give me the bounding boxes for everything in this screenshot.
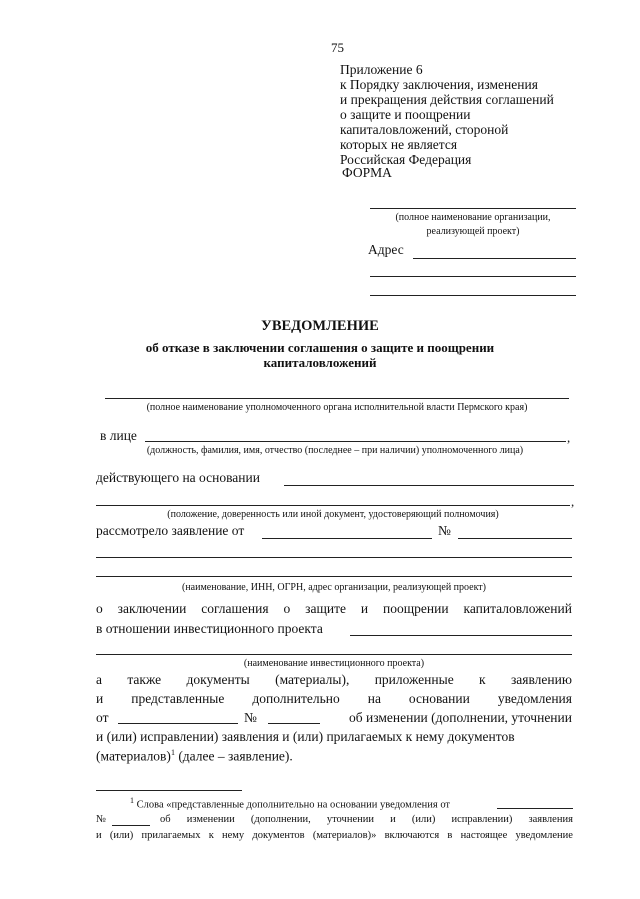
date-line [262,538,432,539]
word: и [96,830,102,841]
word: (или) [109,830,134,841]
word: об [160,814,171,825]
reviewed-label: рассмотрело заявление от [96,523,245,538]
word: соглашения [201,601,269,616]
word: прилагаемых [141,830,201,841]
form-label: ФОРМА [342,165,392,180]
project-hint: (наименование инвестиционного проекта) [243,658,425,669]
address-line [413,258,576,259]
basis-hint: (положение, доверенность или иной документ, удостоверяющий полномочия) [167,509,499,520]
appendix-header [340,62,554,167]
word: основании [408,691,470,706]
word: о [283,601,291,616]
footnote-line [160,814,573,825]
footnote-number-line [112,825,150,826]
word: о [96,601,103,616]
word: представленные [131,691,225,706]
footnote-separator [96,790,242,791]
notice-number-line [268,723,320,724]
org-name-line [370,208,576,209]
word: и [390,814,396,825]
word: включаются [384,830,440,841]
word: (или) [411,814,436,825]
word: настоящее [460,830,508,841]
address-line [370,276,576,277]
footnote-line [96,830,573,841]
number-line [458,538,572,539]
word: и [96,691,104,706]
word: к [208,830,214,841]
footnote-number-sign: № [96,814,107,825]
comma: , [567,430,571,445]
word: на [367,691,381,706]
also-documents-line [96,672,572,688]
word: исправлении) [451,814,513,825]
person-hint: (должность, фамилия, имя, отчество (последнее – при наличии) уполномоченного лица) [146,445,524,456]
notice-date-line [118,723,238,724]
acting-label: действующего на основании [96,470,260,485]
document-subtitle: капиталовложений [263,355,377,370]
in-person-label: в лице [100,428,137,443]
footnote-text: Слова «представленные дополнительно на основании уведомления от [136,799,451,811]
materials-tail: (далее – заявление). [174,748,293,764]
person-line [145,441,566,442]
word: в [447,830,453,841]
basis-line [96,505,570,506]
number-sign: № [244,710,257,725]
org-details-line [96,557,572,558]
address-label: Адрес [368,242,404,257]
number-sign: № [438,523,451,538]
appendix-line: Российская Федерация [340,152,472,167]
word: (материалов)» [312,830,377,841]
word: приложенные [374,672,454,687]
additional-line [96,691,572,707]
authority-hint: (полное наименование уполномоченного органа исполнительной власти Пермского края) [146,402,528,413]
word: уведомления [497,691,572,706]
word: дополнительно [252,691,340,706]
word: поощрении [383,601,449,616]
footnote-mark: 1 [130,796,134,805]
basis-line [284,485,574,486]
footnote-line [130,796,450,811]
word: к [479,672,486,687]
word: и [360,601,369,616]
project-line [96,654,572,655]
conclusion-line [96,601,572,617]
appendix-line: к Порядку заключения, изменения [340,77,538,92]
footnote-reference: 1 [170,748,175,757]
word: капиталовложений [463,601,572,616]
appendix-line: Приложение 6 [340,62,423,77]
appendix-line: которых не является [340,137,458,152]
appendix-line: и прекращения действия соглашений [340,92,554,107]
page-number: 75 [331,40,344,55]
address-line [370,295,576,296]
word: также [127,672,162,687]
correction-line: и (или) исправлении) заявления и (или) прилагаемых к нему документов [96,729,515,744]
word: документов [252,830,305,841]
materials-line [96,748,293,765]
org-details-hint: (наименование, ИНН, ОГРН, адрес организации, реализующей проект) [181,582,487,593]
org-name-hint: реализующей проект) [426,226,520,237]
org-name-hint: (полное наименование организации, [395,212,551,223]
word: (материалы), [275,672,350,687]
project-line [350,635,572,636]
word: изменении [186,814,235,825]
word: а [96,672,102,687]
footnote-date-line [497,808,573,809]
word: уточнении [326,814,374,825]
word: нему [222,830,245,841]
word: документы [186,672,250,687]
change-text: об изменении (дополнении, уточнении [348,710,572,725]
project-label: в отношении инвестиционного проекта [96,621,323,636]
word: заявлению [510,672,572,687]
document-subtitle: об отказе в заключении соглашения о защите и поощрении [145,340,495,355]
document-title: УВЕДОМЛЕНИЕ [261,318,379,334]
appendix-line: о защите и поощрении [340,107,471,122]
word: (дополнении, [250,814,311,825]
from-label: от [96,710,109,725]
appendix-line: капиталовложений, стороной [340,122,509,137]
comma: , [571,494,575,509]
materials-text: (материалов) [96,748,171,764]
authority-line [105,398,569,399]
word: заключении [117,601,187,616]
word: заявления [528,814,573,825]
word: уведомление [515,830,573,841]
org-details-line [96,576,572,577]
word: защите [305,601,346,616]
